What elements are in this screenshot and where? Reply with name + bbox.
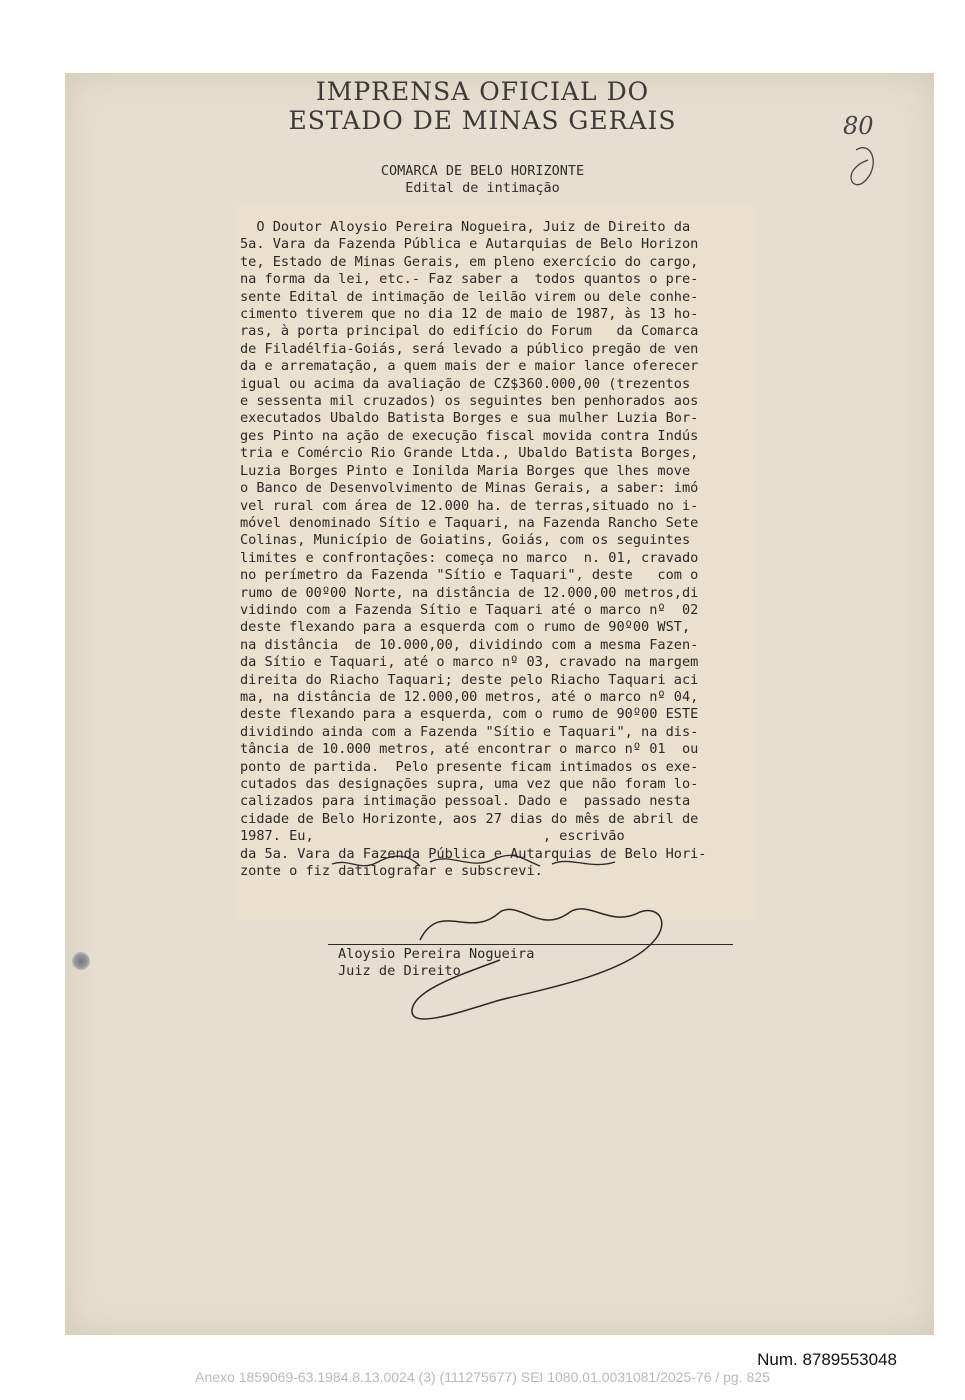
annex-reference: Anexo 1859069-63.1984.8.13.0024 (3) (111275677) SEI 1080.01.0031081/2025-76 / pg. 825 — [195, 1369, 770, 1385]
body-line: O Doutor Aloysio Pereira Nogueira, Juiz de Direito da — [240, 219, 691, 235]
body-line: zonte o fiz datilografar e subscrevi. — [240, 863, 543, 880]
body-line: na forma da lei, etc.- Faz saber a todos quantos o pre- — [240, 271, 699, 288]
body-line: calizados para intimação pessoal. Dado e passado nesta — [240, 793, 691, 810]
body-line: no perímetro da Fazenda "Sítio e Taquari", deste com o — [240, 567, 699, 584]
body-line: executados Ubaldo Batista Borges e sua mulher Luzia Bor- — [240, 410, 699, 427]
body-line: da 5a. Vara da Fazenda Pública e Autarquias de Belo Hori- — [240, 845, 707, 862]
body-line: te, Estado de Minas Gerais, em pleno exercício do cargo, — [240, 253, 699, 270]
comarca-heading: COMARCA DE BELO HORIZONTE — [380, 163, 585, 179]
body-line: 5a. Vara da Fazenda Pública e Autarquias de Belo Horizon — [240, 236, 699, 253]
body-line: ma, na distância de 12.000,00 metros, até o marco nº 04, — [240, 688, 699, 705]
masthead-line-2: ESTADO DE MINAS GERAIS — [288, 106, 677, 135]
margin-page-number: 80 — [843, 112, 874, 140]
body-line: cimento tiverem que no dia 12 de maio de 1987, às 13 ho- — [240, 306, 699, 323]
body-line: deste flexando para a esquerda, com o rumo de 90º00 ESTE — [240, 706, 699, 723]
body-line: móvel denominado Sítio e Taquari, na Fazenda Rancho Sete — [240, 514, 699, 531]
body-line: na distância de 10.000,00, dividindo com a mesma Fazen- — [240, 636, 699, 653]
body-line: deste flexando para a esquerda com o rumo de 90º00 WST, — [240, 619, 691, 636]
body-line: Luzia Borges Pinto e Ionilda Maria Borges que lhes move — [240, 462, 691, 479]
body-line: ponto de partida. Pelo presente ficam intimados os exe- — [240, 758, 699, 775]
document-number: Num. 8789553048 — [757, 1350, 897, 1369]
signer-title: Juiz de Direito — [338, 963, 461, 979]
body-line: rumo de 00º00 Norte, na distância de 12.000,00 metros,di — [240, 584, 699, 601]
body-line: sente Edital de intimação de leilão virem ou dele conhe- — [240, 288, 699, 305]
body-line: limites e confrontações: começa no marco n. 01, cravado — [240, 549, 699, 566]
signer-name: Aloysio Pereira Nogueira — [338, 946, 535, 962]
body-line: cutados das designações supra, uma vez que não foram lo- — [240, 776, 699, 792]
edital-heading: Edital de intimação — [405, 180, 560, 196]
body-line: Colinas, Município de Goiatins, Goiás, com os seguintes — [240, 532, 691, 549]
body-line: ges Pinto na ação de execução fiscal movida contra Indús — [240, 427, 699, 444]
body-line: igual ou acima da avaliação de CZ$360.000,00 (trezentos — [240, 375, 691, 392]
body-line: vidindo com a Fazenda Sítio e Taquari até o marco nº 02 — [240, 601, 699, 618]
body-line: tância de 10.000 metros, até encontrar o marco nº 01 ou — [240, 741, 699, 758]
body-line: da e arrematação, a quem mais der e maior lance oferecer — [240, 358, 699, 375]
punch-hole — [72, 952, 90, 970]
body-line: ras, à porta principal do edifício do Forum da Comarca — [240, 323, 699, 340]
body-line: da Sítio e Taquari, até o marco nº 03, cravado na margem — [240, 654, 699, 671]
body-line: o Banco de Desenvolvimento de Minas Gerais, a saber: imó — [240, 480, 699, 497]
body-line: tria e Comércio Rio Grande Ltda., Ubaldo Batista Borges, — [240, 445, 699, 462]
body-line: cidade de Belo Horizonte, aos 27 dias do mês de abril de — [240, 810, 699, 827]
body-line: direita do Riacho Taquari; deste pelo Riacho Taquari aci — [240, 671, 699, 688]
body-line: dividindo ainda com a Fazenda "Sítio e Taquari", na dis- — [240, 723, 699, 740]
masthead-line-1: IMPRENSA OFICIAL DO — [315, 77, 650, 106]
body-line: 1987. Eu, , escrivão — [240, 828, 625, 845]
body-line: vel rural com área de 12.000 ha. de terras,situado no i- — [240, 497, 699, 514]
body-line: e sessenta mil cruzados) os seguintes ben penhorados aos — [240, 393, 699, 410]
body-line: de Filadélfia-Goiás, será levado a público pregão de ven — [240, 340, 699, 357]
